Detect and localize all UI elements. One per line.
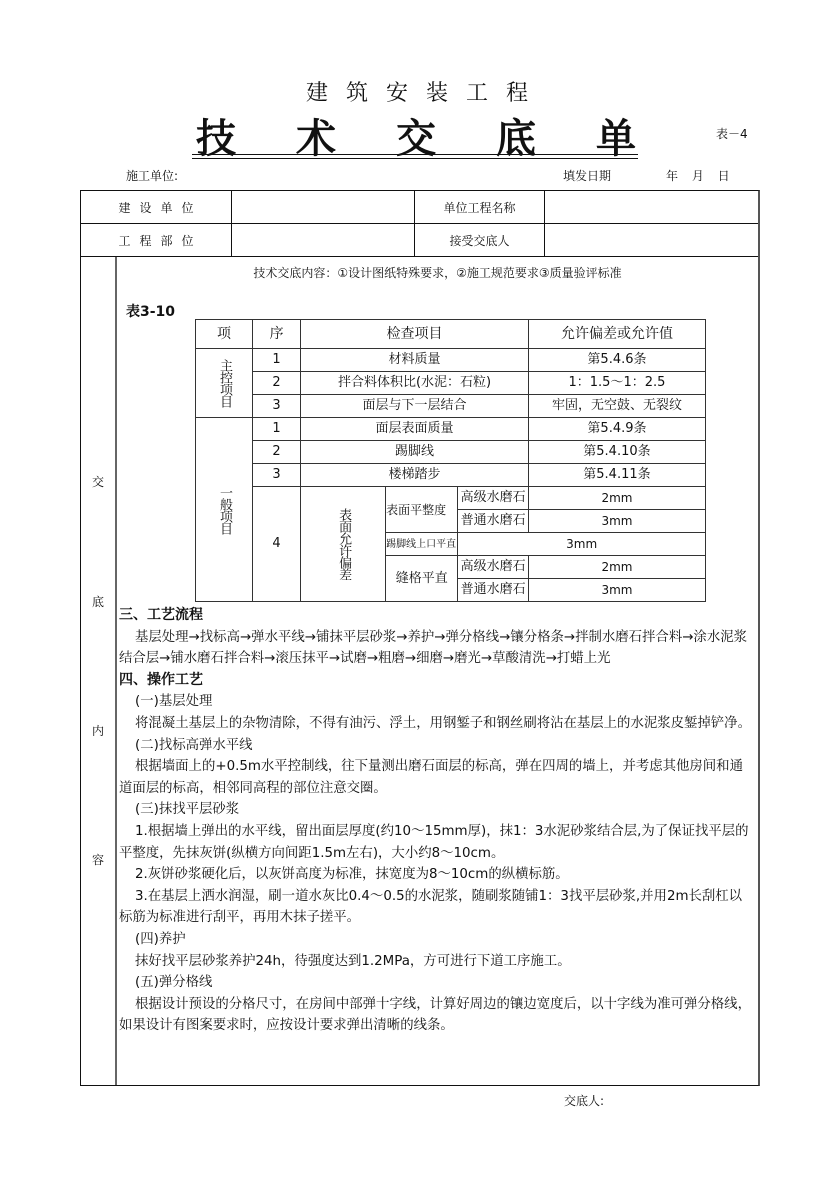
- construction-unit-label: 施工单位:: [126, 169, 179, 183]
- header-category: 项: [196, 320, 253, 349]
- row-value: 牢固，无空鼓、无裂纹: [528, 395, 705, 418]
- fill-date-label: 填发日期: [563, 169, 612, 183]
- grade: 普通水磨石: [458, 579, 529, 602]
- client-unit-field[interactable]: [231, 191, 414, 223]
- table-row: [196, 464, 706, 487]
- paragraph: 抹好找平层砂浆养护24h，待强度达到1.2MPa，方可进行下道工序施工。: [135, 953, 571, 969]
- title-char: 单: [596, 115, 636, 162]
- project-name-label: 单位工程名称: [414, 191, 544, 223]
- row-no: 1: [253, 349, 301, 372]
- recipient-field[interactable]: [544, 224, 759, 256]
- project-part-label: 工程部位: [118, 233, 203, 248]
- side-label-char: 容: [91, 853, 104, 867]
- row-value: 第5.4.6条: [528, 349, 705, 372]
- subsection-heading: (三)抹找平层砂浆: [135, 802, 240, 818]
- skirting-label: 踢脚线上口平直: [386, 533, 458, 556]
- recipient-label: 接受交底人: [414, 224, 544, 256]
- title-char: 术: [296, 115, 336, 162]
- title-underline: [192, 158, 638, 159]
- row-no: 3: [253, 464, 301, 487]
- info-row: [81, 224, 758, 257]
- table-row: [196, 395, 706, 418]
- paragraph: 基层处理→找标高→弹水平线→铺抹平层砂浆→养护→弹分格线→镶分格条→拌制水磨石拌合料→涂水泥浆结合层→铺水磨石拌合料→滚压抹平→试磨→粗磨→细磨→磨光→草酸清洗→打蜡上光: [119, 629, 747, 667]
- row-no: 1: [253, 418, 301, 441]
- table-row: [196, 441, 706, 464]
- header-tolerance: 允许偏差或允许值: [528, 320, 705, 349]
- skirting-value: 3mm: [458, 533, 706, 556]
- section-heading: 三、工艺流程: [119, 607, 203, 623]
- row-item: 拌合料体积比(水泥：石粒): [301, 372, 529, 395]
- section-heading: 四、操作工艺: [119, 671, 203, 688]
- fill-date-value: 年 月 日: [666, 169, 730, 183]
- row-no: 2: [253, 441, 301, 464]
- subsection-heading: (四)养护: [135, 931, 186, 947]
- table-label: 表3-10: [126, 304, 176, 320]
- header-no: 序: [253, 320, 301, 349]
- joint-label: 缝格平直: [386, 556, 458, 602]
- title-char: 技: [196, 115, 236, 162]
- grade-value: 2mm: [528, 487, 705, 510]
- side-label-char: 内: [91, 724, 104, 738]
- form-number: 表－4: [716, 127, 748, 141]
- info-row: [81, 191, 758, 224]
- document-title: [196, 107, 636, 162]
- row-item: 踢脚线: [301, 441, 529, 464]
- document-subtitle: 建筑安装工程: [305, 81, 546, 106]
- row-item: 材料质量: [301, 349, 529, 372]
- title-char: 交: [396, 115, 436, 162]
- disclosure-form: [80, 190, 760, 1086]
- discloser-signature-label: 交底人:: [564, 1094, 605, 1108]
- table-row: [196, 487, 706, 510]
- procedure-text: [119, 605, 754, 1037]
- row-no: 4: [253, 487, 301, 602]
- paragraph: 将混凝土基层上的杂物清除，不得有油污、浮土，用钢錾子和钢丝刷将沾在基层上的水泥浆皮錾掉铲净。: [135, 715, 751, 731]
- content-intro: 技术交底内容：①设计图纸特殊要求，②施工规范要求③质量验评标准: [253, 266, 622, 280]
- grade: 普通水磨石: [458, 510, 529, 533]
- grade: 高级水磨石: [458, 487, 529, 510]
- row-value: 第5.4.11条: [528, 464, 705, 487]
- surface-tolerance-category: 表面允许偏差: [301, 487, 386, 602]
- side-label-char: 底: [91, 595, 104, 609]
- side-label-column: [81, 257, 117, 1085]
- side-label-char: 交: [91, 475, 104, 489]
- subsection-heading: (一)基层处理: [135, 694, 213, 710]
- project-part-field[interactable]: [231, 224, 414, 256]
- row-item: 面层与下一层结合: [301, 395, 529, 418]
- main-control-group: 主控项目: [196, 349, 253, 418]
- table-row: [196, 418, 706, 441]
- title-underline: [192, 154, 638, 155]
- flatness-label: 表面平整度: [386, 487, 458, 533]
- inspection-table: [195, 319, 706, 602]
- paragraph: 根据墙面上的+0.5m水平控制线，往下量测出磨石面层的标高，弹在四周的墙上，并考虑其他房间和通道面层的标高，相邻同高程的部位注意交圈。: [119, 759, 743, 796]
- grade-value: 2mm: [528, 556, 705, 579]
- row-no: 2: [253, 372, 301, 395]
- row-value: 1：1.5～1：2.5: [528, 372, 705, 395]
- subsection-heading: (二)找标高弹水平线: [135, 737, 253, 753]
- subsection-heading: (五)弹分格线: [135, 975, 213, 991]
- project-name-field[interactable]: [544, 191, 759, 223]
- general-group: 一般项目: [196, 418, 253, 602]
- table-row: [196, 349, 706, 372]
- table-header-row: [196, 320, 706, 349]
- title-char: 底: [496, 115, 536, 162]
- paragraph: 根据设计预设的分格尺寸，在房间中部弹十字线，计算好周边的镶边宽度后，以十字线为准可弹分格线，如果设计有图案要求时，应按设计要求弹出清晰的线条。: [119, 996, 751, 1034]
- table-row: [196, 372, 706, 395]
- header-item: 检查项目: [301, 320, 529, 349]
- row-item: 楼梯踏步: [301, 464, 529, 487]
- row-value: 第5.4.9条: [528, 418, 705, 441]
- paragraph: 3.在基层上洒水润湿，刷一道水灰比0.4～0.5的水泥浆，随刷浆随铺1：3找平层砂浆,并用2m长刮杠以标筋为标准进行刮平，再用木抹子搓平。: [119, 888, 743, 926]
- client-unit-label: 建设单位: [118, 200, 203, 215]
- row-no: 3: [253, 395, 301, 418]
- row-value: 第5.4.10条: [528, 441, 705, 464]
- grade: 高级水磨石: [458, 556, 529, 579]
- paragraph: 1.根据墙上弹出的水平线，留出面层厚度(约10～15mm厚)，抹1：3水泥砂浆结合层,为了保证找平层的平整度，先抹灰饼(纵横方向间距1.5m左右)，大小约8～10cm。: [119, 823, 749, 861]
- grade-value: 3mm: [528, 579, 705, 602]
- disclosure-content: [117, 257, 758, 1085]
- paragraph: 2.灰饼砂浆硬化后，以灰饼高度为标准，抹宽度为8～10cm的纵横标筋。: [135, 867, 569, 883]
- grade-value: 3mm: [528, 510, 705, 533]
- row-item: 面层表面质量: [301, 418, 529, 441]
